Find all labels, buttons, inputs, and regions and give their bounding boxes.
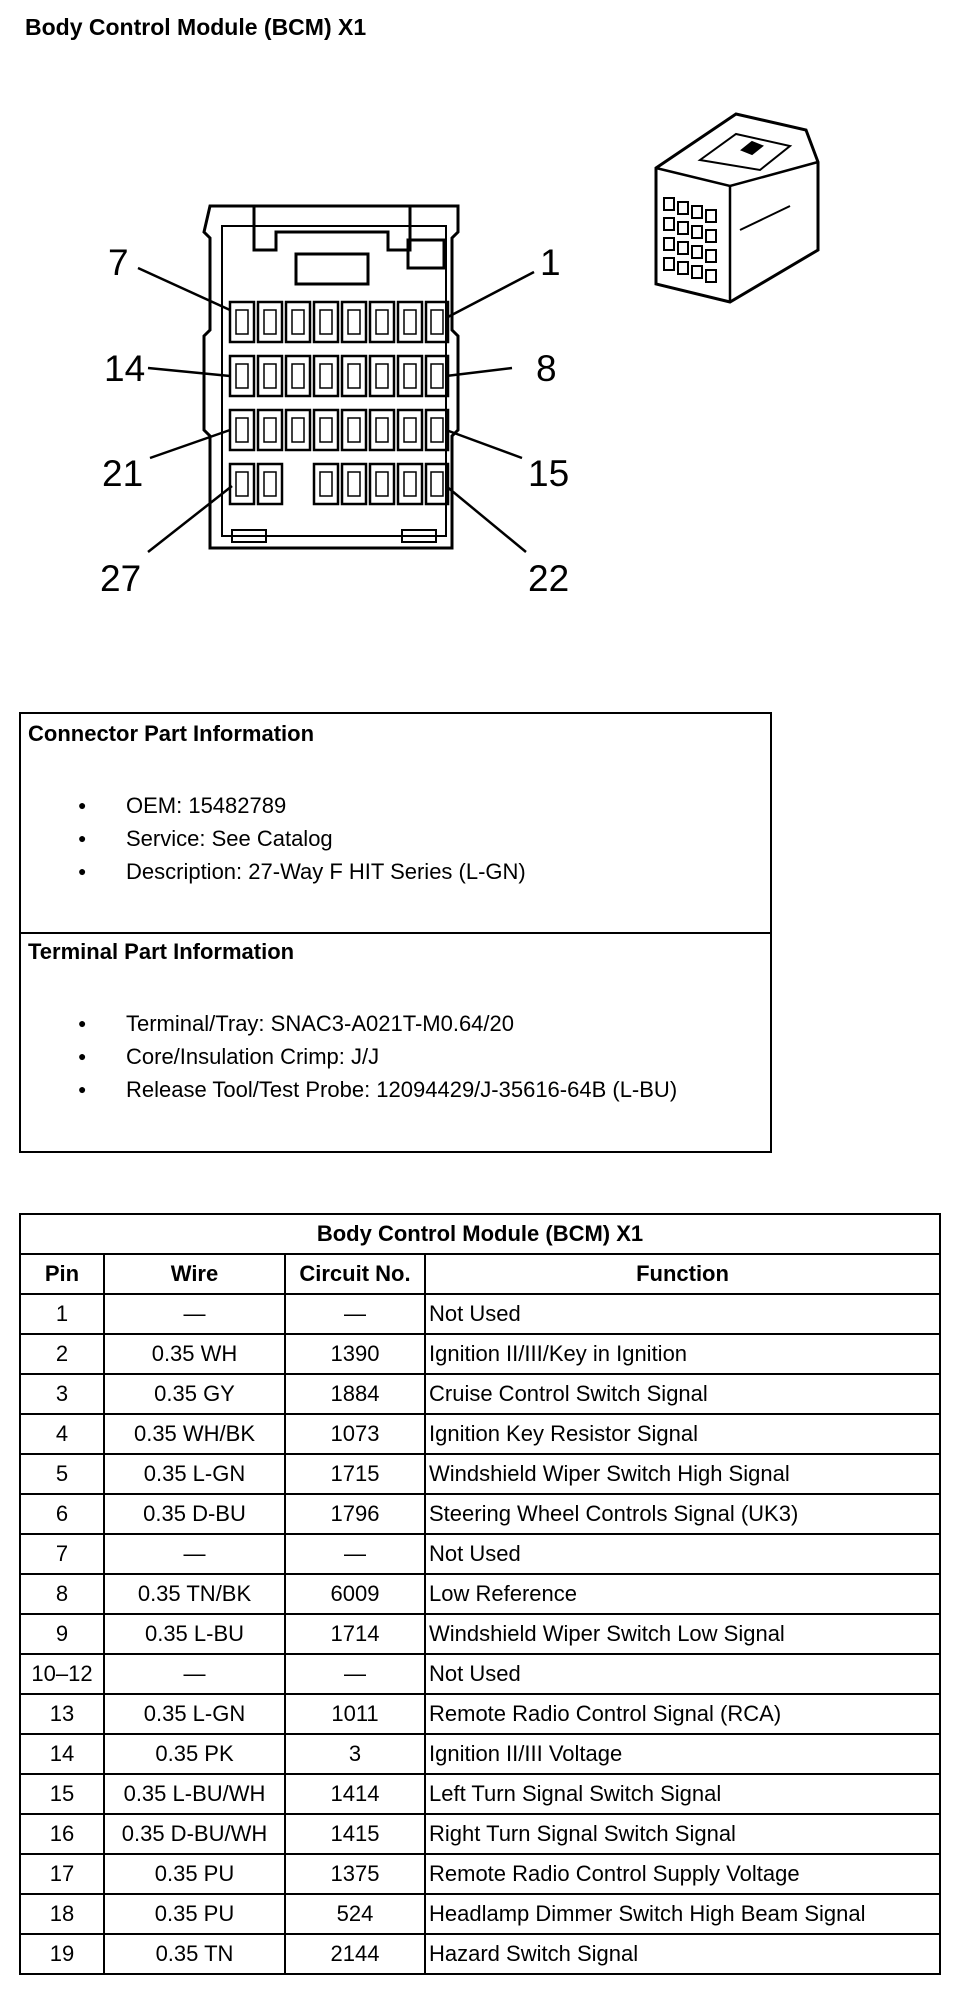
pin-table (19, 1213, 941, 1975)
pin-cell: 13 (20, 1694, 104, 1734)
callout-pin-21: 21 (102, 453, 144, 494)
circuit-cell: 1714 (285, 1614, 425, 1654)
function-cell: Headlamp Dimmer Switch High Beam Signal (425, 1894, 940, 1934)
wire-cell: 0.35 PU (104, 1854, 285, 1894)
wire-cell: 0.35 TN/BK (104, 1574, 285, 1614)
function-cell: Ignition II/III Voltage (425, 1734, 940, 1774)
circuit-cell: 1375 (285, 1854, 425, 1894)
wire-cell: 0.35 PU (104, 1894, 285, 1934)
pin-cell: 2 (20, 1334, 104, 1374)
connector-diagram (0, 0, 960, 640)
function-cell: Right Turn Signal Switch Signal (425, 1814, 940, 1854)
table-row (20, 1934, 940, 1974)
table-row (20, 1494, 940, 1534)
table-row (20, 1654, 940, 1694)
terminal-info-heading: Terminal Part Information (28, 939, 295, 964)
table-row (20, 1814, 940, 1854)
function-cell: Hazard Switch Signal (425, 1934, 940, 1974)
callout-pin-27: 27 (100, 558, 142, 599)
pin-cell: 17 (20, 1854, 104, 1894)
table-row (20, 1454, 940, 1494)
wire-cell: 0.35 TN (104, 1934, 285, 1974)
wire-cell: 0.35 D-BU/WH (104, 1814, 285, 1854)
function-cell: Windshield Wiper Switch High Signal (425, 1454, 940, 1494)
pin-cell: 18 (20, 1894, 104, 1934)
circuit-cell: — (285, 1534, 425, 1574)
wire-cell: 0.35 WH (104, 1334, 285, 1374)
circuit-cell: 1715 (285, 1454, 425, 1494)
column-header: Wire (104, 1254, 285, 1294)
callout-pin-22: 22 (528, 558, 570, 599)
pin-cell: 8 (20, 1574, 104, 1614)
table-row (20, 1854, 940, 1894)
pin-cell: 7 (20, 1534, 104, 1574)
pin-cell: 4 (20, 1414, 104, 1454)
list-item: ● OEM: 15482789 (21, 789, 526, 822)
callout-pin-7: 7 (108, 242, 129, 283)
function-cell: Remote Radio Control Supply Voltage (425, 1854, 940, 1894)
table-row (20, 1894, 940, 1934)
terminal-info-list (21, 1007, 677, 1106)
part-information-box (19, 712, 772, 1153)
function-cell: Left Turn Signal Switch Signal (425, 1774, 940, 1814)
list-item: ● Description: 27-Way F HIT Series (L-GN) (21, 855, 526, 888)
circuit-cell: 6009 (285, 1574, 425, 1614)
wire-cell: 0.35 L-GN (104, 1454, 285, 1494)
circuit-cell: 1796 (285, 1494, 425, 1534)
circuit-cell: — (285, 1294, 425, 1334)
wire-cell: 0.35 L-BU/WH (104, 1774, 285, 1814)
function-cell: Not Used (425, 1294, 940, 1334)
connector-cavities (230, 302, 448, 504)
pin-cell: 9 (20, 1614, 104, 1654)
page-title: Body Control Module (BCM) X1 (25, 14, 367, 40)
wire-cell: 0.35 WH/BK (104, 1414, 285, 1454)
terminal-part-info (21, 932, 770, 1151)
table-row (20, 1694, 940, 1734)
pin-cell: 3 (20, 1374, 104, 1414)
wire-cell: — (104, 1654, 285, 1694)
function-cell: Windshield Wiper Switch Low Signal (425, 1614, 940, 1654)
table-row (20, 1734, 940, 1774)
function-cell: Cruise Control Switch Signal (425, 1374, 940, 1414)
table-row (20, 1774, 940, 1814)
circuit-cell: 1884 (285, 1374, 425, 1414)
callout-pin-1: 1 (540, 242, 561, 283)
table-row (20, 1534, 940, 1574)
wire-cell: 0.35 GY (104, 1374, 285, 1414)
connector-3d-view (656, 114, 818, 302)
pin-cell: 1 (20, 1294, 104, 1334)
circuit-cell: 1414 (285, 1774, 425, 1814)
list-item: ● Core/Insulation Crimp: J/J (21, 1040, 677, 1073)
pin-cell: 10–12 (20, 1654, 104, 1694)
wire-cell: 0.35 D-BU (104, 1494, 285, 1534)
table-row (20, 1374, 940, 1414)
column-header: Pin (20, 1254, 104, 1294)
pin-cell: 16 (20, 1814, 104, 1854)
wire-cell: 0.35 L-BU (104, 1614, 285, 1654)
table-row (20, 1574, 940, 1614)
list-item: ● Service: See Catalog (21, 822, 526, 855)
table-row (20, 1294, 940, 1334)
wire-cell: 0.35 L-GN (104, 1694, 285, 1734)
circuit-cell: 1073 (285, 1414, 425, 1454)
list-item: ● Terminal/Tray: SNAC3-A021T-M0.64/20 (21, 1007, 677, 1040)
function-cell: Ignition Key Resistor Signal (425, 1414, 940, 1454)
pin-cell: 19 (20, 1934, 104, 1974)
connector-info-heading: Connector Part Information (28, 721, 315, 746)
pin-cell: 14 (20, 1734, 104, 1774)
pin-cell: 6 (20, 1494, 104, 1534)
pin-cell: 15 (20, 1774, 104, 1814)
function-cell: Ignition II/III/Key in Ignition (425, 1334, 940, 1374)
connector-part-info (21, 714, 770, 934)
callout-pin-15: 15 (528, 453, 570, 494)
connector-info-list (21, 789, 526, 888)
table-row (20, 1334, 940, 1374)
function-cell: Remote Radio Control Signal (RCA) (425, 1694, 940, 1734)
circuit-cell: 2144 (285, 1934, 425, 1974)
column-header: Function (425, 1254, 940, 1294)
list-item: ● Release Tool/Test Probe: 12094429/J-35616-64B (L-BU) (21, 1073, 677, 1106)
callout-pin-8: 8 (536, 348, 557, 389)
wire-cell: — (104, 1534, 285, 1574)
table-caption: Body Control Module (BCM) X1 (20, 1214, 940, 1254)
circuit-cell: 1415 (285, 1814, 425, 1854)
callout-pin-14: 14 (104, 348, 146, 389)
function-cell: Not Used (425, 1534, 940, 1574)
circuit-cell: — (285, 1654, 425, 1694)
function-cell: Not Used (425, 1654, 940, 1694)
circuit-cell: 3 (285, 1734, 425, 1774)
column-header: Circuit No. (285, 1254, 425, 1294)
table-row (20, 1614, 940, 1654)
table-row (20, 1414, 940, 1454)
function-cell: Steering Wheel Controls Signal (UK3) (425, 1494, 940, 1534)
pin-cell: 5 (20, 1454, 104, 1494)
circuit-cell: 1390 (285, 1334, 425, 1374)
circuit-cell: 524 (285, 1894, 425, 1934)
function-cell: Low Reference (425, 1574, 940, 1614)
wire-cell: — (104, 1294, 285, 1334)
circuit-cell: 1011 (285, 1694, 425, 1734)
wire-cell: 0.35 PK (104, 1734, 285, 1774)
